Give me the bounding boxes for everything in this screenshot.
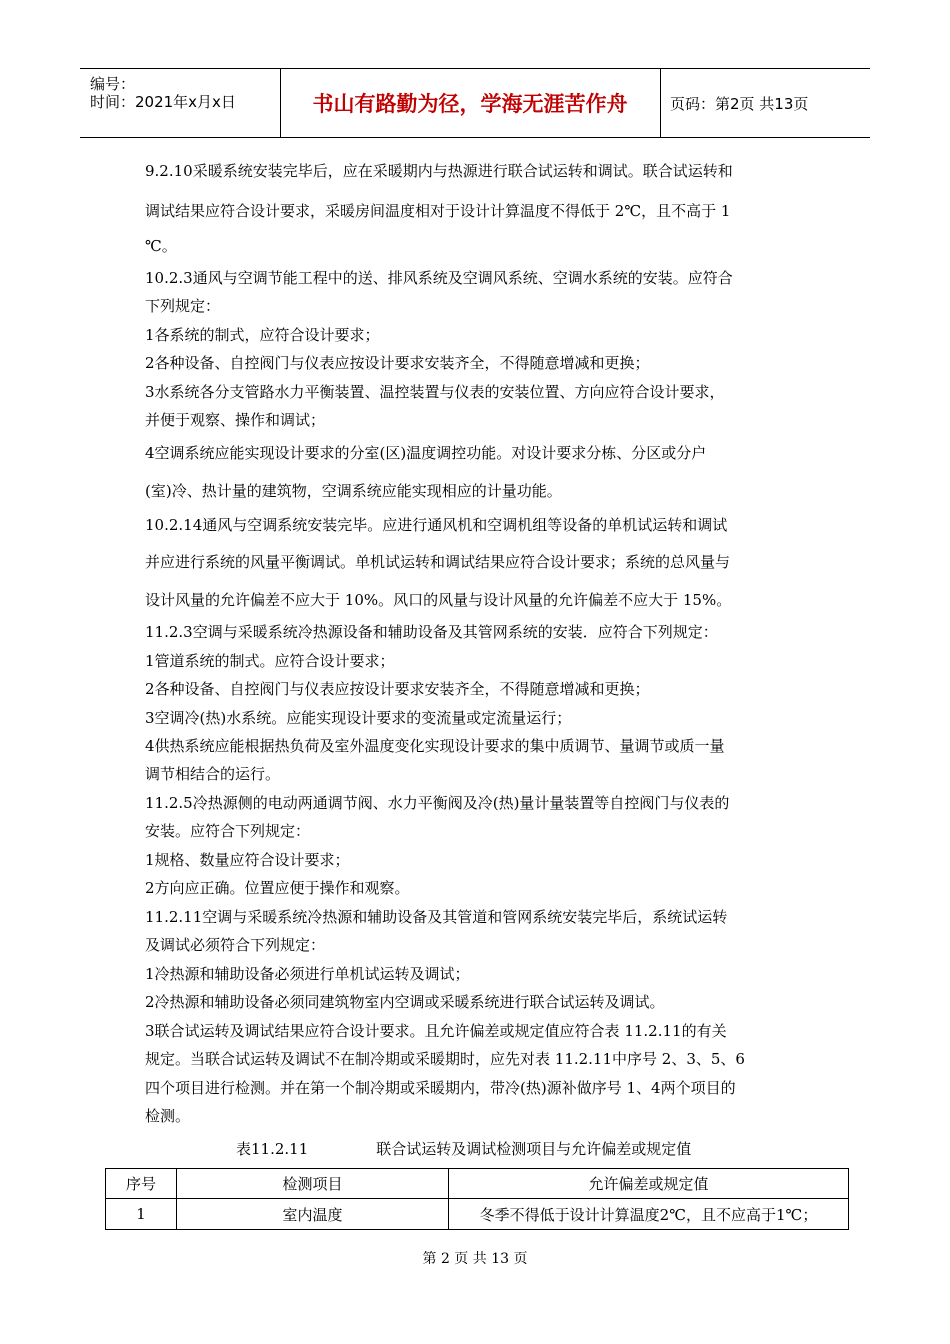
table-cell: 1 [106, 1199, 177, 1230]
text-line: 调节相结合的运行。 [145, 765, 281, 783]
header-page-info: 页码：第2页 共13页 [670, 94, 809, 113]
text-line: 4供热系统应能根据热负荷及室外温度变化实现设计要求的集中质调节、量调节或质一量 [145, 737, 725, 755]
text-line: 调试结果应符合设计要求，采暖房间温度相对于设计计算温度不得低于 2℃，且不高于 1 [145, 202, 731, 220]
text-line: 11.2.11空调与采暖系统冷热源和辅助设备及其管道和管网系统安装完毕后，系统试运转 [145, 908, 728, 926]
text-line: 11.2.3空调与采暖系统冷热源设备和辅助设备及其管网系统的安装．应符合下列规定： [145, 623, 718, 641]
table-header-row [106, 1169, 849, 1199]
text-line: 并便于观察、操作和调试； [145, 411, 326, 429]
table-caption-title: 联合试运转及调试检测项目与允许偏差或规定值 [376, 1140, 692, 1158]
table-caption [236, 1138, 691, 1159]
text-line: 安装。应符合下列规定： [145, 822, 311, 840]
table-cell: 室内温度 [177, 1199, 449, 1230]
text-line: (室)冷、热计量的建筑物，空调系统应能实现相应的计量功能。 [145, 482, 562, 500]
table-header-cell: 序号 [106, 1169, 177, 1199]
text-line: 并应进行系统的风量平衡调试。单机试运转和调试结果应符合设计要求；系统的总风量与 [145, 553, 731, 571]
data-table [105, 1168, 849, 1230]
text-line: 9.2.10采暖系统安装完毕后，应在采暖期内与热源进行联合试运转和调试。联合试运转和 [145, 162, 733, 180]
text-line: 1规格、数量应符合设计要求； [145, 851, 350, 869]
text-line: 下列规定： [145, 297, 221, 315]
page-footer: 第 2 页 共 13 页 [422, 1251, 528, 1267]
text-line: 四个项目进行检测。并在第一个制冷期或采暖期内，带冷(热)源补做序号 1、4两个项目的 [145, 1079, 736, 1097]
text-line: 2冷热源和辅助设备必须同建筑物室内空调或采暖系统进行联合试运转及调试。 [145, 993, 665, 1011]
table-row [106, 1199, 849, 1230]
text-line: 10.2.3通风与空调节能工程中的送、排风系统及空调风系统、空调水系统的安装。应符合 [145, 269, 733, 287]
text-line: 规定。当联合试运转及调试不在制冷期或采暖期时，应先对表 11.2.11中序号 2、3、5、6 [145, 1050, 745, 1068]
text-line: 及调试必须符合下列规定： [145, 936, 326, 954]
text-line: 10.2.14通风与空调系统安装完毕。应进行通风机和空调机组等设备的单机试运转和调试 [145, 516, 728, 534]
table-cell: 冬季不得低于设计计算温度2℃，且不应高于1℃； [449, 1199, 849, 1230]
text-line: 1各系统的制式，应符合设计要求； [145, 326, 380, 344]
time-label: 时间：2021年x月x日 [90, 93, 236, 111]
text-line: 检测。 [145, 1107, 191, 1125]
page-header [80, 68, 870, 138]
number-label: 编号： [90, 75, 136, 93]
text-line: 2各种设备、自控阀门与仪表应按设计要求安装齐全，不得随意增减和更换； [145, 680, 650, 698]
text-line: 3水系统各分支管路水力平衡装置、温控装置与仪表的安装位置、方向应符合设计要求， [145, 383, 725, 401]
table-caption-number: 表11.2.11 [236, 1140, 309, 1158]
header-motto: 书山有路勤为径，学海无涯苦作舟 [280, 69, 661, 137]
table-header-cell: 允许偏差或规定值 [449, 1169, 849, 1199]
text-line: 1管道系统的制式。应符合设计要求； [145, 652, 395, 670]
text-line: 2方向应正确。位置应便于操作和观察。 [145, 879, 410, 897]
text-line: 4空调系统应能实现设计要求的分室(区)温度调控功能。对设计要求分栋、分区或分户 [145, 444, 707, 462]
text-line: ℃。 [145, 237, 177, 255]
table-header-cell: 检测项目 [177, 1169, 449, 1199]
text-line: 3空调冷(热)水系统。应能实现设计要求的变流量或定流量运行； [145, 709, 572, 727]
text-line: 设计风量的允许偏差不应大于 10%。风口的风量与设计风量的允许偏差不应大于 15%。 [145, 591, 732, 609]
text-line: 2各种设备、自控阀门与仪表应按设计要求安装齐全，不得随意增减和更换； [145, 354, 650, 372]
text-line: 11.2.5冷热源侧的电动两通调节阀、水力平衡阀及冷(热)量计量装置等自控阀门与仪表的 [145, 794, 730, 812]
text-line: 1冷热源和辅助设备必须进行单机试运转及调试； [145, 965, 470, 983]
text-line: 3联合试运转及调试结果应符合设计要求。且允许偏差或规定值应符合表 11.2.11的有关 [145, 1022, 727, 1040]
header-meta [80, 69, 281, 137]
